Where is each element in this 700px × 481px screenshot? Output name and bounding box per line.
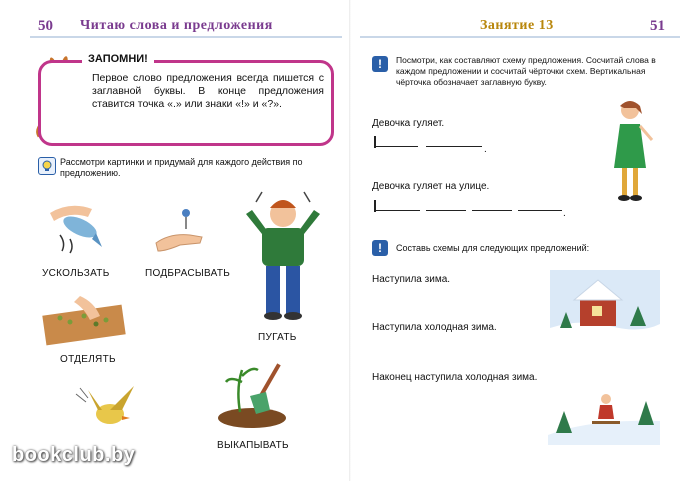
scheme-1 [374,136,494,155]
sledding-illustration [548,385,660,445]
fish-slipping-illustration [40,195,110,255]
exercise-sentence-1: Наступила зима. [372,274,451,285]
right-page [350,0,700,481]
winter-house-illustration [550,270,660,350]
word-dig: ВЫКАПЫВАТЬ [217,440,289,451]
bird-flying-illustration [70,380,150,440]
exercise-sentence-2: Наступила холодная зима. [372,322,497,333]
scheme-word-line [376,146,418,147]
lesson-title-text: Занятие 13 [480,18,554,33]
remember-text: Первое слово предложения всегда пишется с заглавной буквы. В конце предложения ставится точка «.» или знаки «!» и «?». [92,72,324,110]
scheme-word-line [518,210,562,211]
header-rule-right [360,36,680,38]
word-toss: ПОДБРАСЫВАТЬ [145,268,231,279]
hand-tossing-illustration [150,205,210,255]
remember-label: ЗАПОМНИ! [82,53,154,65]
scared-man-illustration [238,188,328,323]
scheme-2 [374,200,574,219]
exercise-sentence-3: Наконец наступила холодная зима. [372,372,538,383]
page-title-left-text: Читаю слова и предложения [80,18,273,33]
exclamation-icon: ! [372,56,388,72]
task-instruction-compose: Составь схемы для следующих предложений: [396,243,590,253]
exclamation-icon: ! [372,240,388,256]
lightbulb-icon [38,157,56,175]
digging-plant-illustration [212,352,302,432]
example-sentence-1: Девочка гуляет. [372,118,445,129]
page-title-left [80,18,273,34]
word-scare: ПУГАТЬ [258,332,297,343]
scheme-word-line [426,146,482,147]
girl-walking-illustration [608,96,658,208]
scheme-word-line [376,210,420,211]
scheme-word-line [472,210,512,211]
scheme-period: . [484,144,487,155]
page-number-left: 50 [38,18,53,34]
watermark: bookclub.by [12,444,136,466]
lesson-title [480,18,554,34]
example-sentence-2: Девочка гуляет на улице. [372,181,490,192]
sorting-seeds-illustration [40,292,130,347]
word-slide: УСКОЛЬЗАТЬ [42,268,110,279]
word-separate: ОТДЕЛЯТЬ [60,354,116,365]
task-instruction-scheme: Посмотри, как составляют схему предложения. Сосчитай слова в каждом предложении и сосчитай чёрточки схем. Вертикальная чёрточка обозначает заглавную букву. [396,55,656,87]
scheme-period: . [563,208,566,219]
page-number-right: 51 [650,18,665,34]
scheme-word-line [426,210,466,211]
header-rule [30,36,342,38]
task-instruction-left: Рассмотри картинки и придумай для каждого действия по предложению. [60,157,303,178]
